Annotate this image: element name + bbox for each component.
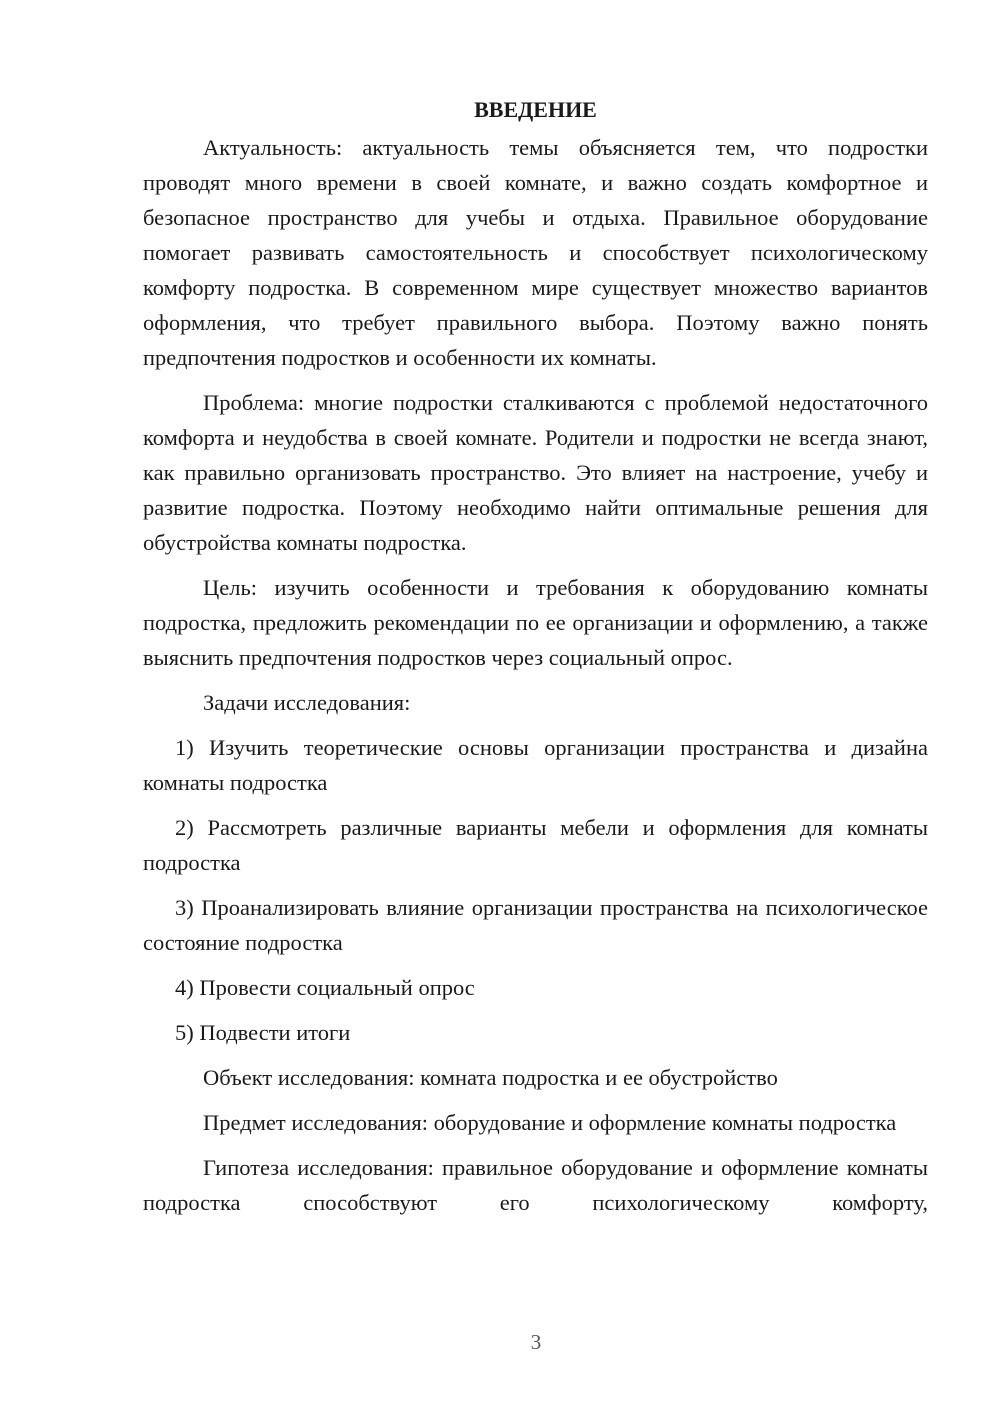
page-number: 3 xyxy=(530,1330,542,1354)
object-paragraph: Объект исследования: комната подростка и ее обустройство xyxy=(203,1065,778,1090)
hypothesis-paragraph: Гипотеза исследования: правильное оборудование и оформление комнаты подростка способствуют его психологическому комфорту, xyxy=(143,1155,928,1215)
section-title: ВВЕДЕНИЕ xyxy=(474,97,597,122)
task-item-4: 4) Провести социальный опрос xyxy=(175,975,475,1000)
relevance-paragraph: Актуальность: актуальность темы объясняется тем, что подростки проводят много времени в своей комнате, и важно создать комфортное и безопасное пространство для учебы и отдыха. Правильное оборудование помогает развивать самостоятельность и способствует психологическому комфорту подростка. В современном мире существует множество вариантов оформления, что требует правильного выбора. Поэтому важно понять предпочтения подростков и особенности их комнаты. xyxy=(143,135,928,370)
task-item-3: 3) Проанализировать влияние организации пространства на психологическое состояние подростка xyxy=(143,895,928,955)
task-item-5: 5) Подвести итоги xyxy=(175,1020,351,1045)
task-item-2: 2) Рассмотреть различные варианты мебели и оформления для комнаты подростка xyxy=(143,815,928,875)
task-item-1: 1) Изучить теоретические основы организации пространства и дизайна комнаты подростка xyxy=(143,735,928,795)
subject-paragraph: Предмет исследования: оборудование и оформление комнаты подростка xyxy=(203,1110,897,1135)
goal-paragraph: Цель: изучить особенности и требования к оборудованию комнаты подростка, предложить рекомендации по ее организации и оформлению, а также выяснить предпочтения подростков через социальный опрос. xyxy=(143,575,928,670)
page-content xyxy=(143,92,928,1220)
problem-paragraph: Проблема: многие подростки сталкиваются с проблемой недостаточного комфорта и неудобства в своей комнате. Родители и подростки не всегда знают, как правильно организовать пространство. Это влияет на настроение, учебу и развитие подростка. Поэтому необходимо найти оптимальные решения для обустройства комнаты подростка. xyxy=(143,390,928,555)
tasks-heading: Задачи исследования: xyxy=(203,690,411,715)
